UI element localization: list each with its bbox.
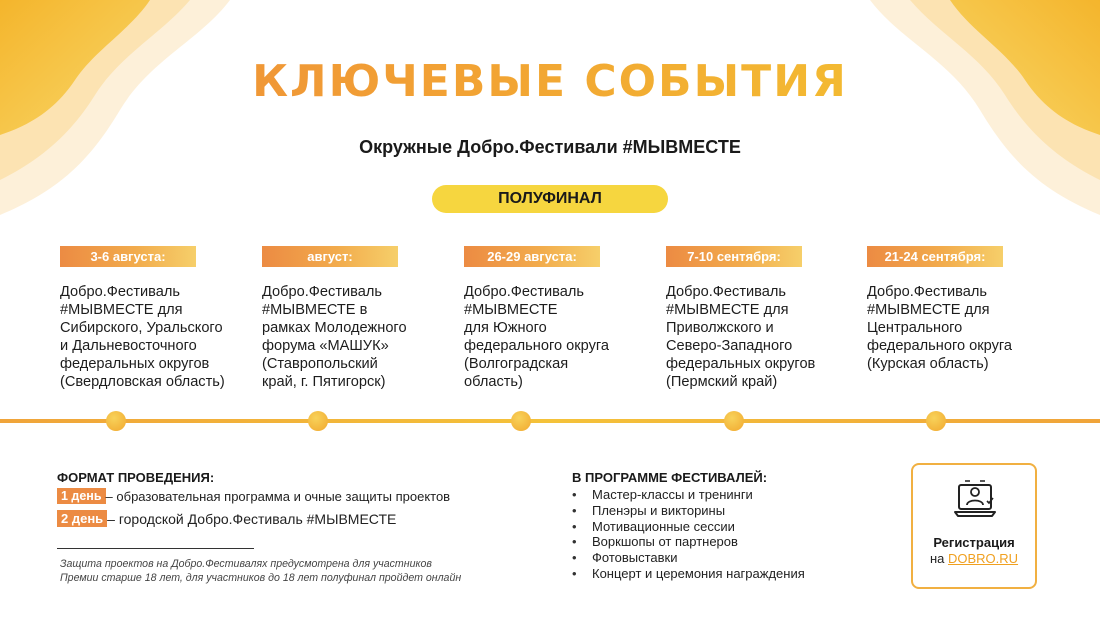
event-description: Добро.Фестиваль #МЫВМЕСТЕ в рамках Молодежного форума «МАШУК» (Ставропольский край, г. Пятигорск) bbox=[262, 284, 407, 390]
event-description: Добро.Фестиваль #МЫВМЕСТЕ для Приволжского и Северо-Западного федеральных округов (Пермский край) bbox=[666, 284, 816, 390]
program-heading: В ПРОГРАММЕ ФЕСТИВАЛЕЙ: bbox=[572, 470, 768, 485]
event-date-tag: 7-10 сентября: bbox=[666, 246, 802, 267]
event-column bbox=[60, 246, 260, 391]
registration-title: Регистрация bbox=[933, 535, 1015, 550]
event-column bbox=[867, 246, 1067, 373]
program-item: • Мотивационные сессии bbox=[572, 519, 805, 535]
timeline-dot bbox=[308, 411, 328, 431]
format-heading: ФОРМАТ ПРОВЕДЕНИЯ: bbox=[57, 470, 215, 485]
footnote-divider bbox=[57, 548, 254, 549]
event-date-tag: август: bbox=[262, 246, 398, 267]
event-description: Добро.Фестиваль #МЫВМЕСТЕ для Центрального федерального округа (Курская область) bbox=[867, 284, 1013, 372]
event-date-tag: 3-6 августа: bbox=[60, 246, 196, 267]
registration-card[interactable] bbox=[911, 463, 1037, 589]
registration-link[interactable]: DOBRO.RU bbox=[947, 551, 1019, 566]
laptop-person-icon bbox=[953, 479, 997, 523]
timeline-dot bbox=[106, 411, 126, 431]
day-1-text: – образовательная программа и очные защиты проектов bbox=[105, 488, 451, 504]
registration-line bbox=[913, 551, 1035, 566]
event-column bbox=[464, 246, 664, 391]
footnote-line: Премии старше 18 лет, для участников до 18 лет полуфинал пройдет онлайн bbox=[60, 572, 462, 584]
stage-badge: ПОЛУФИНАЛ bbox=[432, 185, 668, 213]
timeline-dot bbox=[926, 411, 946, 431]
event-description: Добро.Фестиваль #МЫВМЕСТЕ для Сибирского, Уральского и Дальневосточного федеральных округов (Свердловская область) bbox=[60, 284, 225, 390]
program-item: • Фотовыставки bbox=[572, 550, 805, 566]
page-title: КЛЮЧЕВЫЕ СОБЫТИЯ bbox=[0, 56, 1100, 107]
program-item: • Концерт и церемония награждения bbox=[572, 566, 805, 582]
event-description: Добро.Фестиваль #МЫВМЕСТЕ для Южного федерального округа (Волгоградская область) bbox=[464, 284, 610, 390]
footnote bbox=[60, 557, 461, 585]
format-day-1 bbox=[57, 488, 450, 504]
format-section bbox=[57, 470, 450, 527]
day-2-text: – городской Добро.Фестиваль #МЫВМЕСТЕ bbox=[107, 510, 397, 527]
footnote-line: Защита проектов на Добро.Фестивалях предусмотрена для участников bbox=[60, 558, 432, 570]
registration-prefix: на bbox=[929, 551, 948, 566]
program-item: • Мастер-классы и тренинги bbox=[572, 487, 805, 503]
event-column bbox=[666, 246, 866, 391]
page-subtitle: Окружные Добро.Фестивали #МЫВМЕСТЕ bbox=[359, 137, 741, 157]
event-date-tag: 21-24 сентября: bbox=[867, 246, 1003, 267]
program-item: • Пленэры и викторины bbox=[572, 503, 805, 519]
timeline-dot bbox=[511, 411, 531, 431]
program-list bbox=[572, 487, 805, 582]
event-date-tag: 26-29 августа: bbox=[464, 246, 600, 267]
day-2-tag: 2 день bbox=[57, 510, 107, 527]
timeline-dot bbox=[724, 411, 744, 431]
event-column bbox=[262, 246, 462, 391]
day-1-tag: 1 день bbox=[57, 488, 106, 504]
program-section bbox=[572, 470, 805, 582]
format-day-2 bbox=[57, 510, 450, 527]
program-item: • Воркшопы от партнеров bbox=[572, 534, 805, 550]
